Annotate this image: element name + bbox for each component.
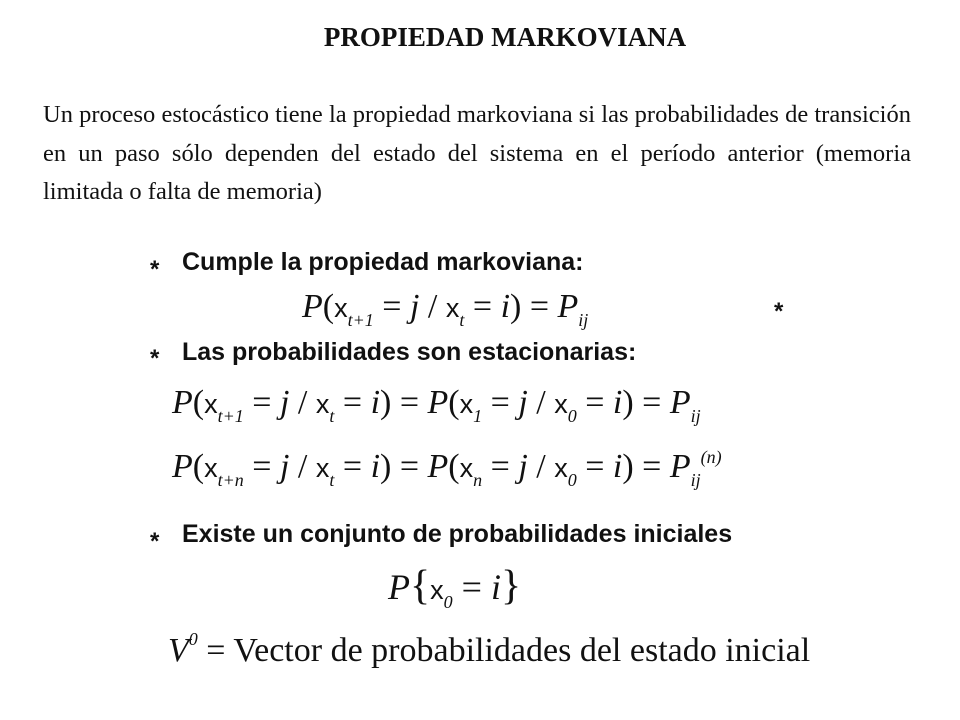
stationary-n-step-equation: $P(x_{t+n} = j / x_t = i) = P(x_n = j / x_0 = i) = P_{ij}^{(n)}$ [172,447,722,490]
bullet-star-1: * [150,256,160,283]
bullet-heading-1: Cumple la propiedad markoviana: [182,248,584,276]
bullet-star-2: * [150,345,160,372]
definition-paragraph: Un proceso estocástico tiene la propiedad markoviana si las probabilidades de transición en un paso sólo dependen del estado del sistema en el período anterior (memoria limitada o falta de memoria) [43,101,911,205]
bullet-heading-2: Las probabilidades son estacionarias: [182,338,637,366]
initial-vector-definition: $V^0$ = Vector de probabilidades del estado inicial [168,629,811,669]
stationary-one-step-equation: $P(x_{t+1} = j / x_t = i) = P(x_1 = j / x_0 = i) = P_{ij}$ [172,384,701,426]
initial-vector-label: = Vector de probabilidades del estado inicial [206,632,811,669]
bullet-star-3: * [150,528,160,555]
bullet-heading-3: Existe un conjunto de probabilidades iniciales [182,520,733,548]
markov-property-equation: $P(x_{t+1} = j / x_t = i) = P_{ij}$ [302,288,589,330]
initial-probability-expression: $P\{x_0 = i\}$ [388,563,522,612]
equation-star-marker: * [774,298,784,325]
page-title: PROPIEDAD MARKOVIANA [323,22,687,52]
